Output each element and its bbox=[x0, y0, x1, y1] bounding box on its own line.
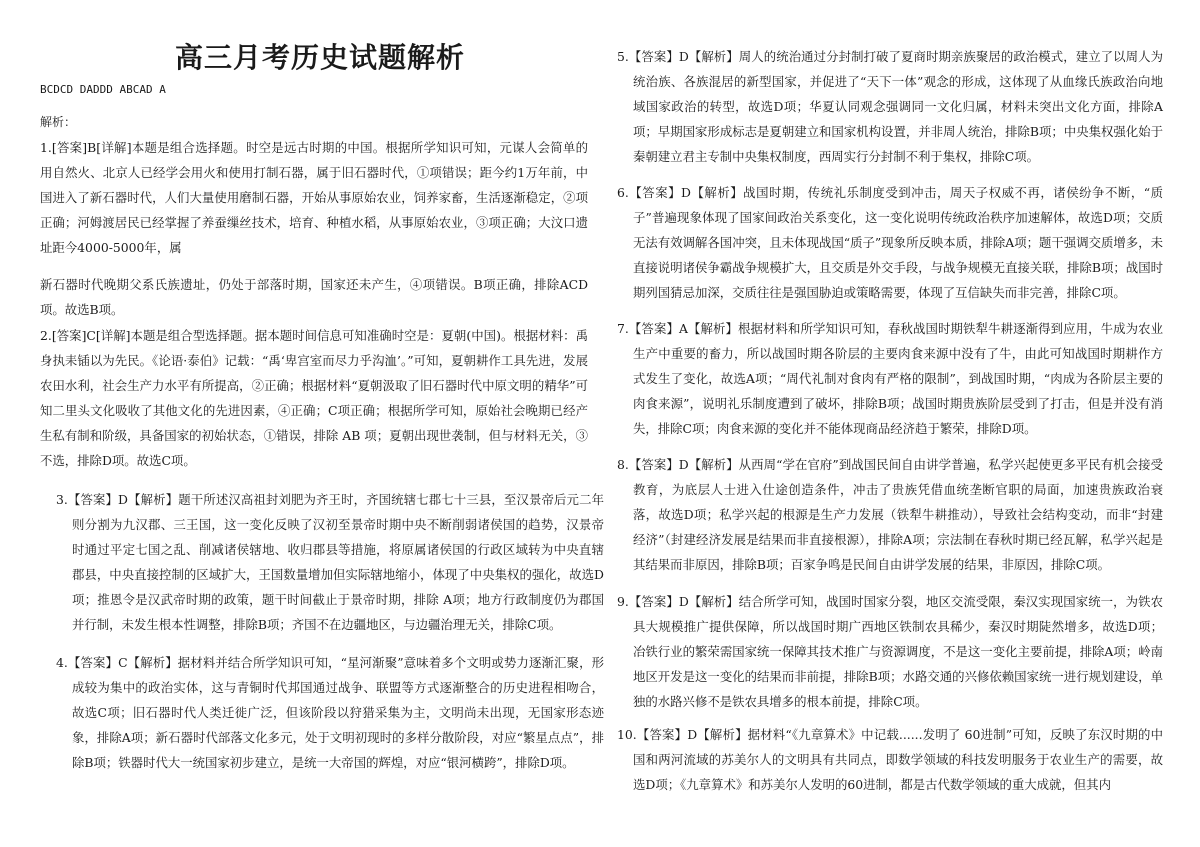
question-2-explanation: 2.[答案]C[详解]本题是组合型选择题。据本题时间信息可知准确时空是：夏朝(中国)。根据材料：禹身执耒锸以为先民。《论语·泰伯》记载：“禹‘卑宫室而尽力乎沟洫’。”可知，夏朝耕作工具先进，发展农田水利，社会生产力水平有所提高，②正确；根据材料“夏朝汲取了旧石器时代中原文明的精华”可知二里头文化吸收了其他文化的先进因素，④正确；C项正确；根据所学可知，原始社会晚期已经产生私有制和阶级，具备国家的初始状态，①错误，排除 AB 项；夏朝出现世袭制，但与材料无关，③不选，排除D项。故选C项。 bbox=[40, 328, 588, 468]
question-5-explanation: 5.【答案】D【解析】周人的统治通过分封制打破了夏商时期亲族聚居的政治模式，建立了以周人为统治族、各族混居的新型国家，并促进了“天下一体”观念的形成，这体现了从血缘氏族政治向地域国家政治的转型，故选D项；华夏认同观念强调同一文化归属，材料未突出文化方面，排除A项；早期国家形成标志是夏朝建立和国家机构设置，并非周人统治，排除B项；中央集权强化始于秦朝建立君主专制中央集权制度，西周实行分封制不利于集权，排除C项。 bbox=[617, 49, 1163, 164]
question-4-explanation: 4.【答案】C【解析】据材料并结合所学知识可知，“星河渐聚”意味着多个文明或势力逐渐汇聚，形成较为集中的政治实体，这与青铜时代邦国通过战争、联盟等方式逐渐整合的历史进程相吻合，故选C项；旧石器时代人类迁徙广泛，但该阶段以狩猎采集为主，文明尚未出现，无国家形态迹象，排除A项；新石器时代部落文化多元，处于文明初现时的多样分散阶段，对应“繁星点点”，排除B项；铁器时代大一统国家初步建立，是统一大帝国的辉煌，对应“银河横跨”，排除D项。 bbox=[56, 655, 604, 770]
question-9-explanation: 9.【答案】D【解析】结合所学可知，战国时国家分裂，地区交流受限，秦汉实现国家统一，为铁农具大规模推广提供保障，所以战国时期广西地区铁制农具稀少，秦汉时期陡然增多，故选D项；冶铁行业的繁荣需国家统一保障其技术推广与资源调度，不是这一变化主要前提，排除A项；岭南地区开发是这一变化的结果而非前提，排除B项；水路交通的兴修依赖国家统一进行规划建设，单独的水路兴修不是铁农具增多的根本前提，排除C项。 bbox=[617, 594, 1163, 709]
question-8-explanation: 8.【答案】D【解析】从西周“学在官府”到战国民间自由讲学普遍，私学兴起使更多平民有机会接受教育，为底层人士进入仕途创造条件，冲击了贵族凭借血统垄断官职的局面，加速贵族政治衰落，故选D项；私学兴起的根源是生产力发展（铁犁牛耕推动），导致社会结构变动，而非“封建经济”（封建经济发展是结果而非直接根源），排除A项；宗法制在春秋时期已经瓦解，私学兴起是其结果而非原因，排除B项；百家争鸣是民间自由讲学发展的结果，非原因，排除C项。 bbox=[617, 457, 1163, 572]
question-3-explanation: 3.【答案】D【解析】题干所述汉高祖封刘肥为齐王时，齐国统辖七郡七十三县，至汉景帝后元二年则分割为九汉郡、三王国，这一变化反映了汉初至景帝时期中央不断削弱诸侯国的趋势，汉景帝时通过平定七国之乱、削减诸侯辖地、收归郡县等措施，将原属诸侯国的行政区域转为中央直辖郡县，中央直接控制的区域扩大，王国数量增加但实际辖地缩小，体现了中央集权的强化，故选D项；推恩令是汉武帝时期的政策，题干时间截止于景帝时期，排除 A项；地方行政制度仍为郡国并行制，未发生根本性调整，排除B项；齐国不在边疆地区，与边疆治理无关，排除C项。 bbox=[56, 492, 604, 632]
question-10-explanation: 10.【答案】D【解析】据材料“《九章算术》中记载......发明了 60进制”可知，反映了东汉时期的中国和两河流域的苏美尔人的文明具有共同点，即数学领域的科技发明服务于农业生产的需要，故选D项；《九章算术》和苏美尔人发明的60进制，都是古代数学领域的重大成就，但其内 bbox=[617, 727, 1163, 792]
question-6-explanation: 6.【答案】D【解析】战国时期，传统礼乐制度受到冲击，周天子权威不再，诸侯纷争不断，“质子”普遍现象体现了国家间政治关系变化，这一变化说明传统政治秩序加速解体，故选D项；交质无法有效调解各国冲突，且未体现战国“质子”现象所反映本质，排除A项；题干强调交质增多，未直接说明诸侯争霸战争规模扩大，且交质是外交手段，与战争规模无直接关联，排除B项；战国时期列国猜忌加深，交质往往是强国胁迫或策略需要，体现了互信缺失而非完善，排除C项。 bbox=[617, 185, 1163, 300]
analysis-label: 解析： bbox=[40, 115, 77, 129]
answer-key: BCDCD DADDD ABCAD A bbox=[40, 83, 166, 96]
page-title: 高三月考历史试题解析 bbox=[175, 41, 466, 74]
question-7-explanation: 7.【答案】A【解析】根据材料和所学知识可知，春秋战国时期铁犁牛耕逐渐得到应用，牛成为农业生产中重要的畜力，所以战国时期各阶层的主要肉食来源中没有了牛，由此可知战国时期耕作方式发生了变化，故选A项；“周代礼制对食肉有严格的限制”，到战国时期，“肉成为各阶层主要的肉食来源”，说明礼乐制度遭到了破坏，排除B项；战国时期贵族阶层受到了打击，但是并没有消失，排除C项；肉食来源的变化并不能体现商品经济趋于繁荣，排除D项。 bbox=[617, 321, 1163, 436]
question-1-explanation-continued: 新石器时代晚期父系氏族遗址，仍处于部落时期，国家还未产生，④项错误。B项正确，排除ACD 项。故选B项。 bbox=[40, 277, 588, 317]
question-1-explanation: 1.[答案]B[详解]本题是组合选择题。时空是远古时期的中国。根据所学知识可知，元谋人会简单的用自然火、北京人已经学会用火和使用打制石器，属于旧石器时代，①项错误；距今约1万年前，中国进入了新石器时代，人们大量使用磨制石器，开始从事原始农业，饲养家畜，生活逐渐稳定，②项正确；河姆渡居民已经掌握了养蚕缫丝技术，培育、种植水稻，从事原始农业，③项正确；大汶口遗址距今4000-5000年，属 bbox=[40, 140, 588, 255]
